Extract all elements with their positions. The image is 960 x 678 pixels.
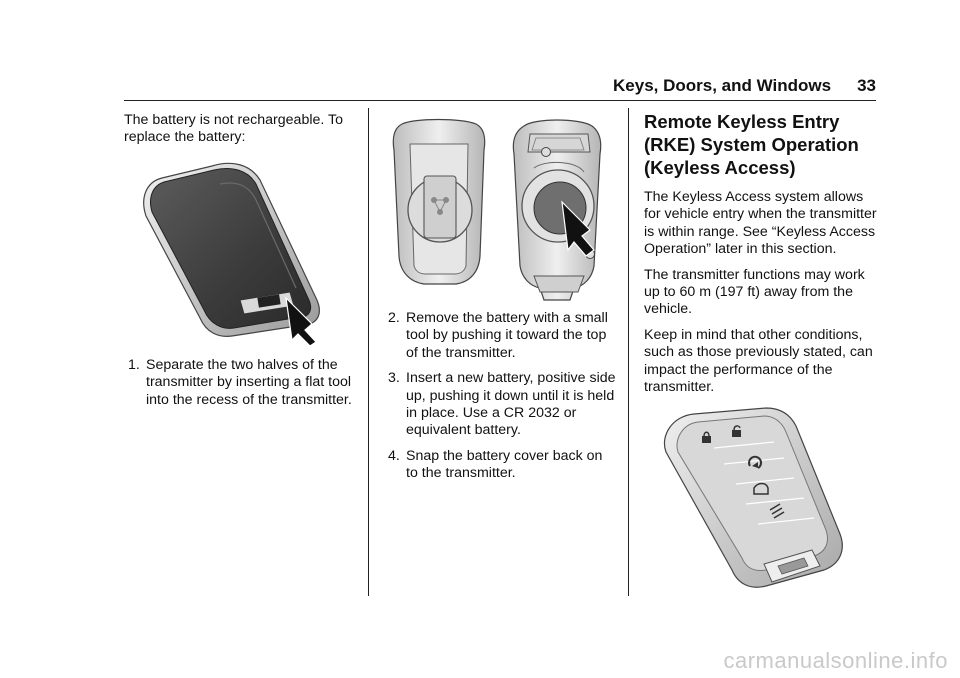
step-text: Separate the two halves of the transmitter by inserting a flat tool into the recess of the transmitter. <box>146 357 352 408</box>
step-number: 1. <box>128 357 140 373</box>
section-title: Keys, Doors, and Windows <box>613 76 832 95</box>
step-number: 3. <box>388 370 400 387</box>
header-rule <box>124 100 876 101</box>
step-2 <box>388 310 618 362</box>
page-header <box>124 72 876 100</box>
column-3 <box>644 110 878 404</box>
transmitter-open-illustration <box>384 116 614 302</box>
column-divider-1 <box>368 108 369 596</box>
step-text: Insert a new battery, positive side up, pushing it down until it is held in place. Use a CR 2032 or equivalent battery. <box>406 370 616 439</box>
transmitter-separate-illustration <box>140 160 330 345</box>
paragraph-conditions: Keep in mind that other conditions, such as those previously stated, can impact the performance of the transmitter. <box>644 326 873 396</box>
intro-paragraph: The battery is not rechargeable. To replace the battery: <box>124 112 343 146</box>
section-heading: Remote Keyless Entry (RKE) System Operation (Keyless Access) <box>644 111 859 178</box>
step-number: 4. <box>388 447 400 464</box>
step-number: 2. <box>388 310 400 326</box>
watermark: carmanualsonline.info <box>723 648 948 673</box>
step-3 <box>388 370 618 440</box>
column-2 <box>388 310 618 491</box>
step-1 <box>128 357 354 409</box>
column-divider-2 <box>628 108 629 596</box>
column-1 <box>124 112 356 155</box>
step-text: Remove the battery with a small tool by pushing it toward the top of the transmitter. <box>406 310 608 361</box>
paragraph-distance: The transmitter functions may work up to 60 m (197 ft) away from the vehicle. <box>644 266 865 318</box>
column-1-steps <box>128 357 354 417</box>
paragraph-range: The Keyless Access system allows for vehicle entry when the transmitter is within range. See “Keyless Access Operation” later in this section. <box>644 189 877 258</box>
transmitter-front-illustration <box>654 404 854 594</box>
step-4 <box>388 448 618 483</box>
page-number: 33 <box>857 76 876 95</box>
step-text: Snap the battery cover back on to the transmitter. <box>406 447 603 482</box>
